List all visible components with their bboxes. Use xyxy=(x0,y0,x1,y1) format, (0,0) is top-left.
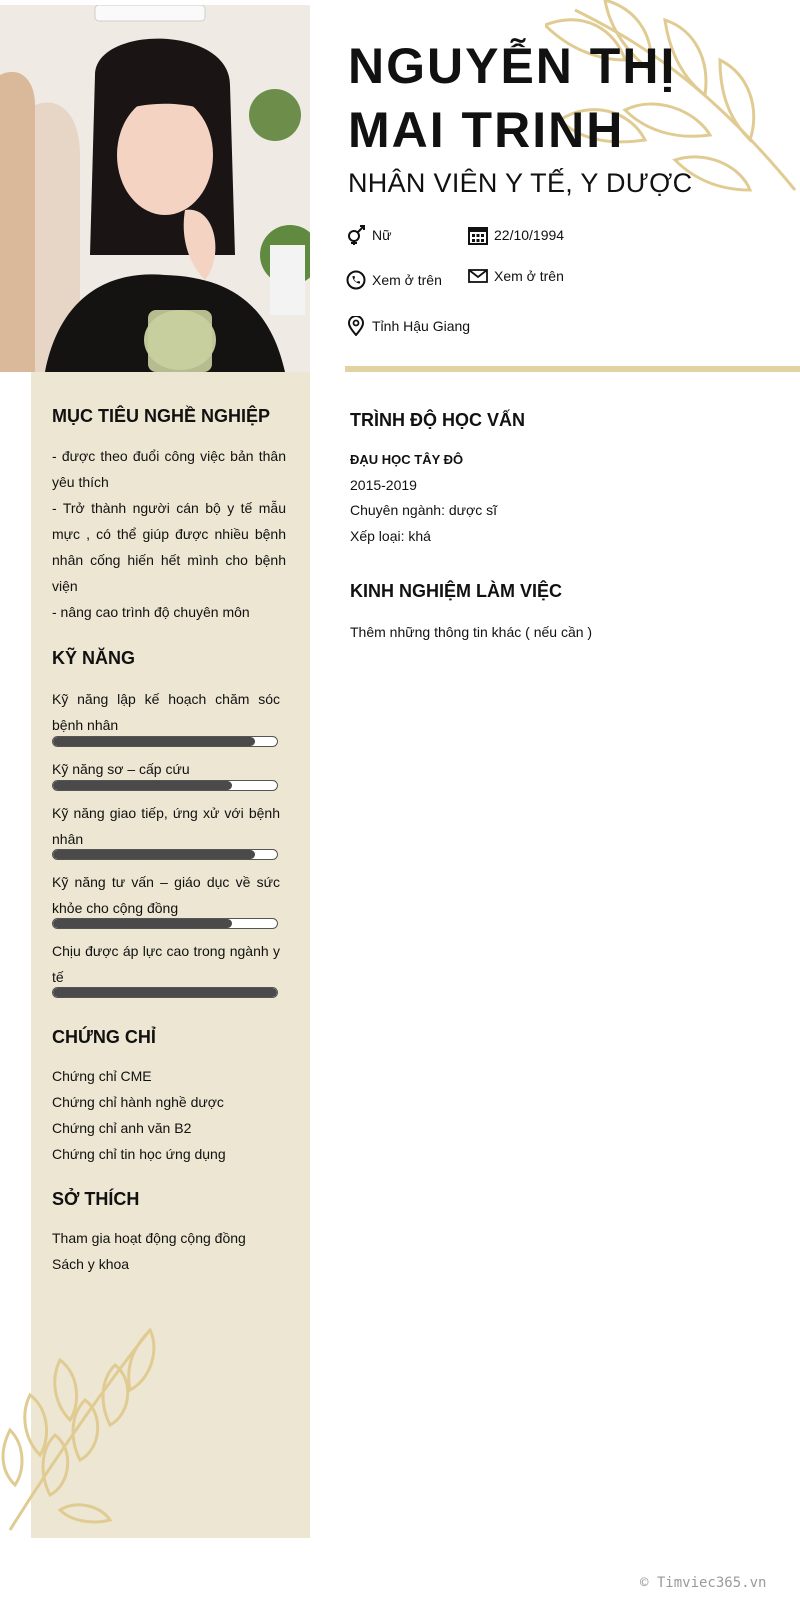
gender-info xyxy=(346,225,391,245)
profile-photo xyxy=(0,5,310,372)
email-value: Xem ở trên xyxy=(494,268,564,284)
certificate-item: Chứng chỉ anh văn B2 xyxy=(52,1120,192,1136)
objective-title: MỤC TIÊU NGHỀ NGHIỆP xyxy=(52,406,271,426)
experience-title: KINH NGHIỆM LÀM VIỆC xyxy=(350,581,563,601)
leaf-decoration-bottom xyxy=(0,1320,170,1540)
birthday-value: 22/10/1994 xyxy=(494,227,565,243)
hobby-item: Sách y khoa xyxy=(52,1256,130,1272)
skill-bar xyxy=(52,736,278,747)
certificate-item: Chứng chỉ hành nghề dược xyxy=(52,1094,224,1110)
skill-label: Kỹ năng lập kế hoạch chăm sóc bệnh nhân xyxy=(52,691,280,733)
skill-bar-fill xyxy=(53,988,277,997)
certificates-title: CHỨNG CHỈ xyxy=(52,1027,156,1047)
certificate-item: Chứng chỉ CME xyxy=(52,1068,152,1084)
skill-bar-fill xyxy=(53,737,255,746)
phone-value: Xem ở trên xyxy=(372,272,442,288)
name-line-2: MAI TRINH xyxy=(348,102,625,158)
skill-label: Kỹ năng sơ – cấp cứu xyxy=(52,761,190,777)
skill-bar-fill xyxy=(53,919,232,928)
objective-line: - Trở thành người cán bộ y tế mẫu mực , có thể giúp được nhiều bệnh nhân cống hiến hết mình cho bệnh viện xyxy=(52,500,286,594)
skill-bar-fill xyxy=(53,781,232,790)
candidate-name xyxy=(348,34,778,162)
mail-icon xyxy=(468,266,488,286)
phone-icon xyxy=(346,270,366,290)
phone-info xyxy=(346,270,442,290)
skill-bar xyxy=(52,918,278,929)
name-line-1: NGUYỄN THỊ xyxy=(348,38,677,94)
education-rank: Xếp loại: khá xyxy=(350,528,431,544)
location-pin-icon xyxy=(346,316,366,336)
school-name: ĐẠU HỌC TÂY ĐÔ xyxy=(350,452,464,467)
skill-label: Chịu được áp lực cao trong ngành y tế xyxy=(52,943,280,985)
address-info xyxy=(346,316,470,336)
skill-bar-fill xyxy=(53,850,255,859)
hobby-item: Tham gia hoạt động cộng đồng xyxy=(52,1230,246,1246)
skill-bar xyxy=(52,987,278,998)
calendar-icon xyxy=(468,225,488,245)
job-title: NHÂN VIÊN Y TẾ, Y DƯỢC xyxy=(348,168,693,198)
education-title: TRÌNH ĐỘ HỌC VẤN xyxy=(350,410,525,430)
experience-text: Thêm những thông tin khác ( nếu cần ) xyxy=(350,624,593,640)
header-divider xyxy=(345,366,800,372)
certificate-item: Chứng chỉ tin học ứng dụng xyxy=(52,1146,226,1162)
education-years: 2015-2019 xyxy=(350,477,417,493)
gender-icon xyxy=(346,225,366,245)
footer-copyright: © Timviec365.vn xyxy=(640,1575,767,1591)
skill-bar xyxy=(52,849,278,860)
skill-label: Kỹ năng tư vấn – giáo dục về sức khỏe cho cộng đồng xyxy=(52,874,280,916)
gender-value: Nữ xyxy=(372,227,392,243)
objective-text xyxy=(52,443,286,625)
skill-bar xyxy=(52,780,278,791)
objective-line: - nâng cao trình độ chuyên môn xyxy=(52,604,250,620)
education-major: Chuyên ngành: dược sĩ xyxy=(350,502,497,518)
skills-title: KỸ NĂNG xyxy=(52,648,136,668)
hobbies-title: SỞ THÍCH xyxy=(52,1189,140,1209)
objective-line: - được theo đuổi công việc bản thân yêu thích xyxy=(52,448,286,490)
skill-label: Kỹ năng giao tiếp, ứng xử với bệnh nhân xyxy=(52,805,280,847)
email-info xyxy=(468,266,564,286)
birthday-info xyxy=(468,225,564,245)
address-value: Tỉnh Hậu Giang xyxy=(372,318,471,334)
